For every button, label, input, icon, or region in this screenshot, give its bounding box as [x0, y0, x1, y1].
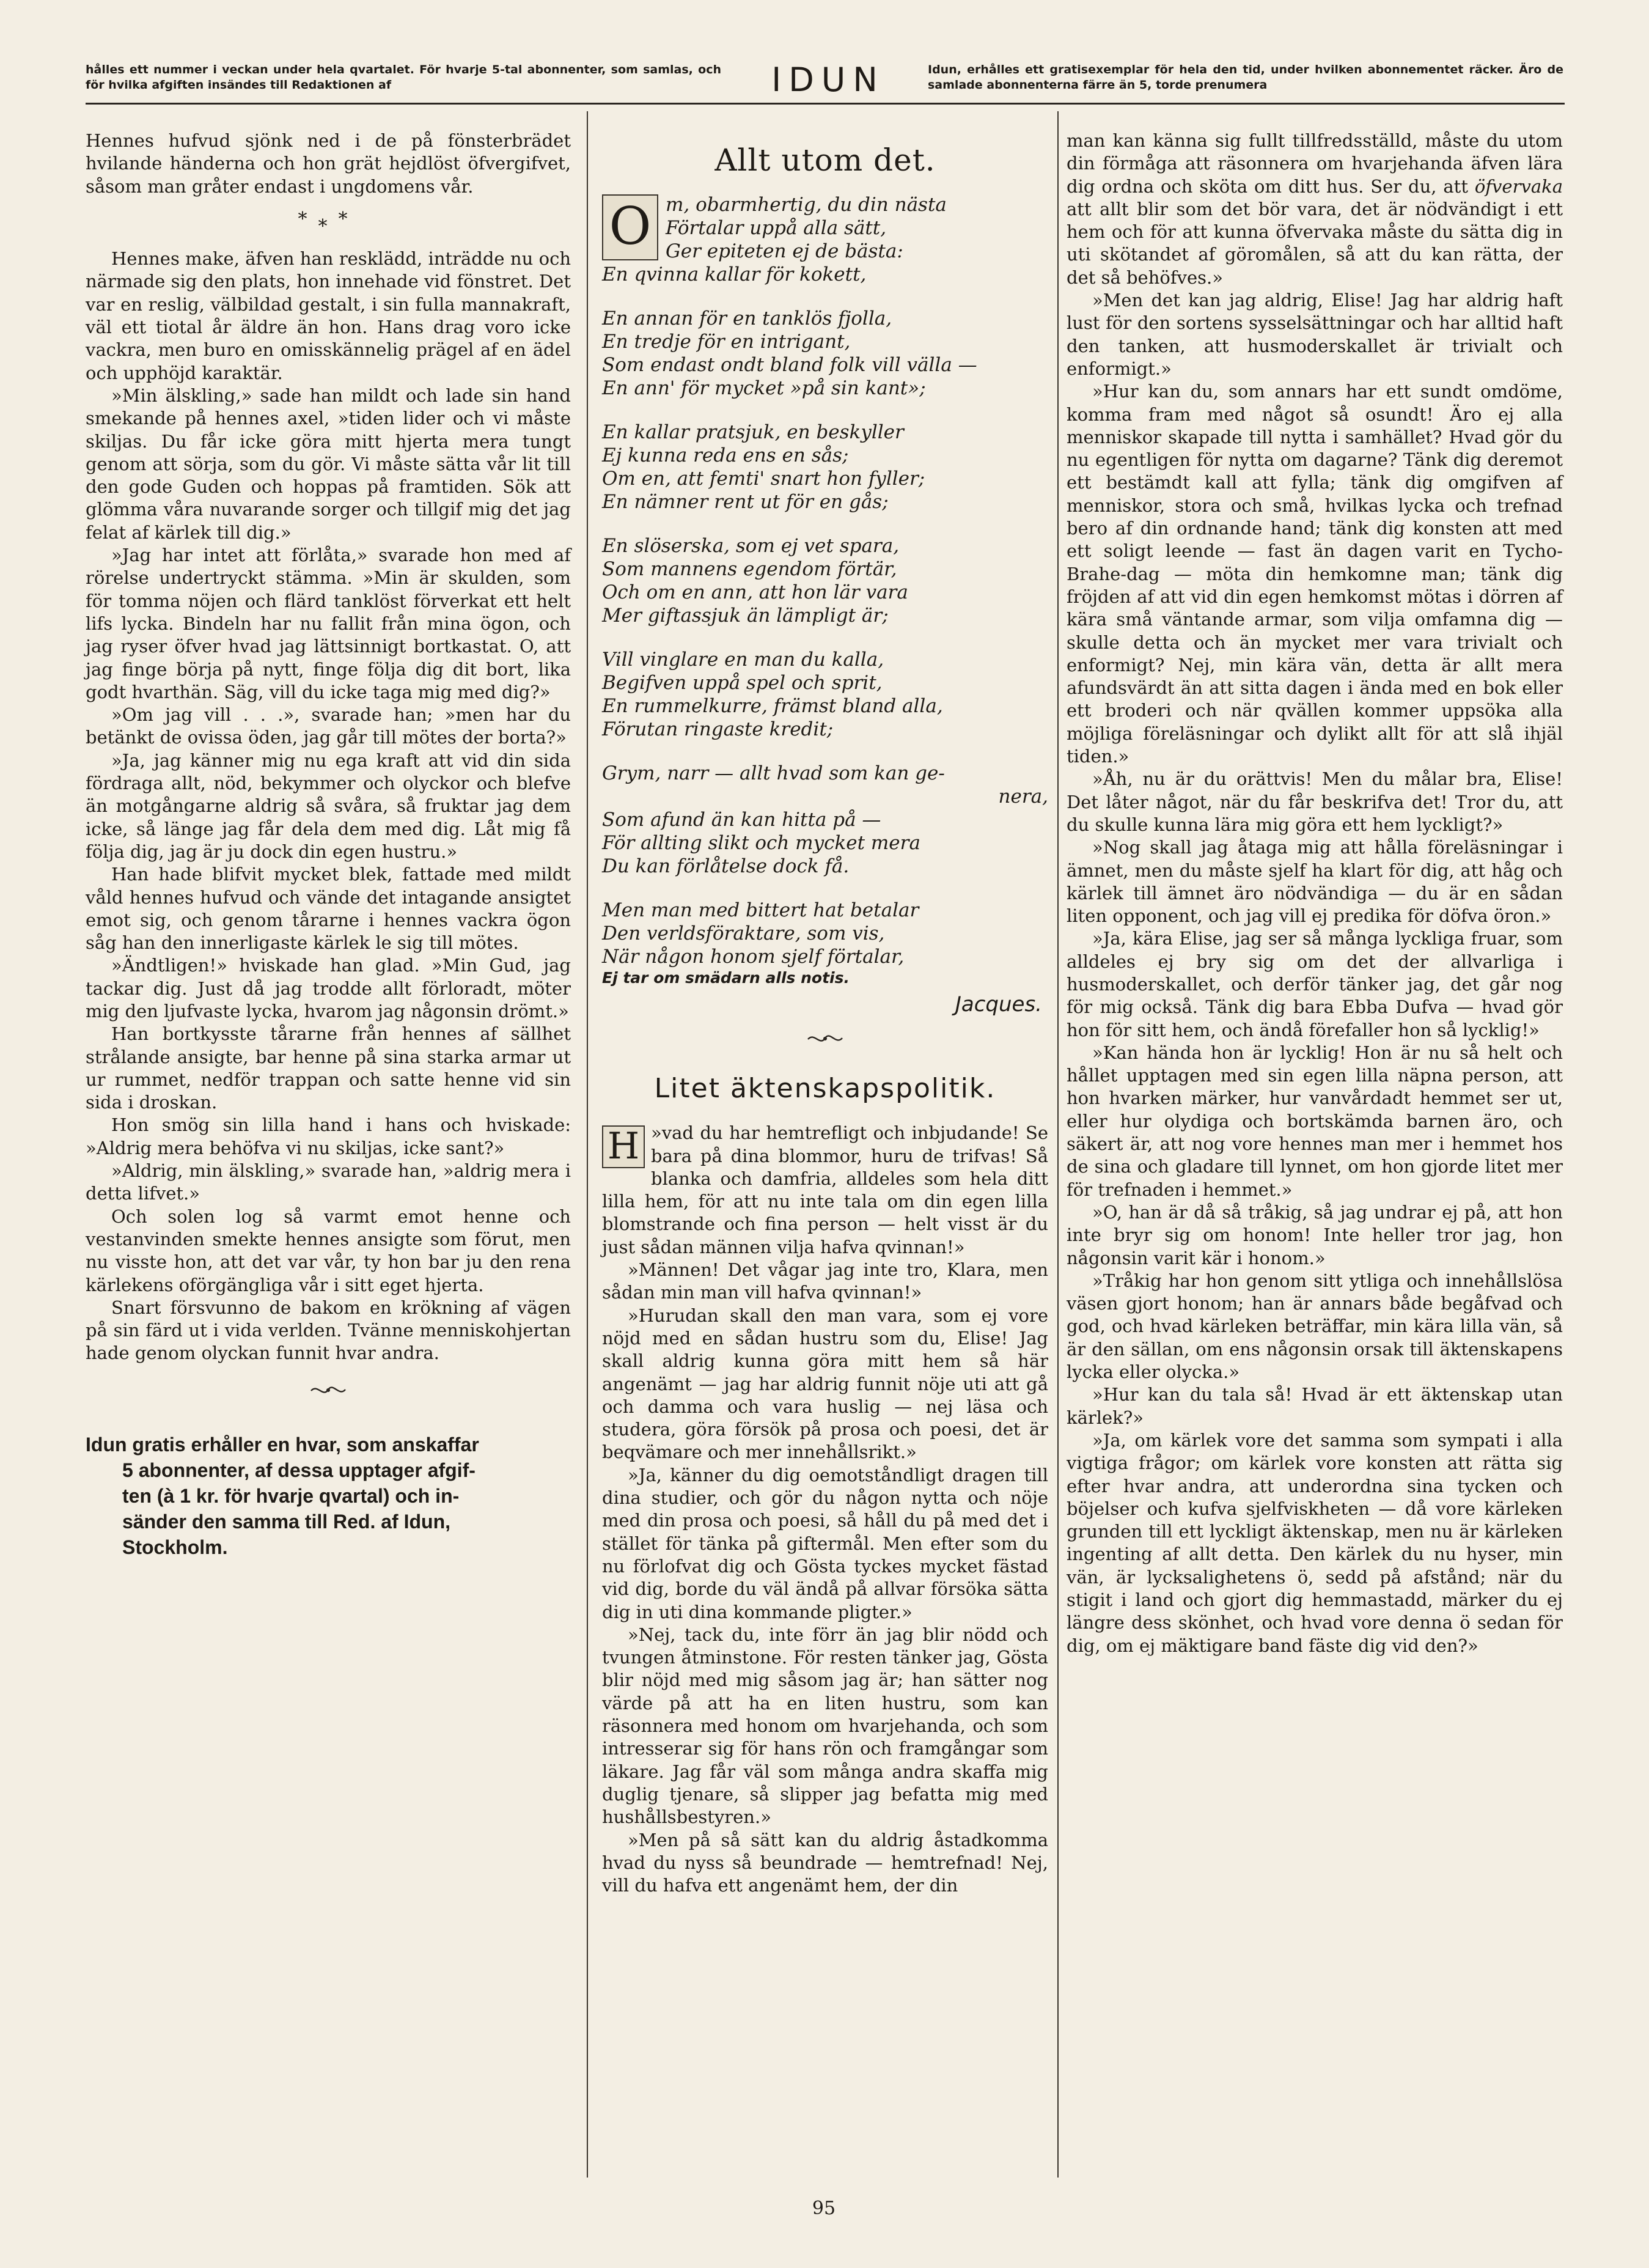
- article-paragraph: »Nej, tack du, inte förr än jag blir nödd och tvungen åtminstone. För resten tänker jag, Gösta blir nöjd med mig såsom jag är; han sätter nog värde på att ha en liten hustru, som kan räsonnera med honom om hvarjehanda, och som intresserar sig för hans rön och framgångar som läkare. Jag får väl som många andra skaffa mig duglig tjenare, så slipper jag befatta mig med hushållsbestyren.»: [602, 1624, 1048, 1828]
- star: *: [318, 215, 339, 237]
- poem-signature: Jacques.: [955, 992, 1042, 1017]
- story-paragraph: Hon smög sin lilla hand i hans och hviskade: »Aldrig mera behöfva vi nu skiljas, icke sant?»: [86, 1114, 571, 1158]
- poem-line: När någon honom sjelf förtalar,: [602, 946, 905, 968]
- poem-line: En tredje för en intrigant,: [602, 331, 851, 353]
- story-paragraph: »Jag har intet att förlåta,» svarade hon med af rörelse undertryckt stämma. »Min är skulden, som för tomma nöjen och flärd tanklöst förverkat ett helt lifs lycka. Bindeln har nu fallit från mina ögon, och jag ryser öfver hvad jag lättsinnigt bortkastat. O, att jag finge börja på nytt, finge följa dig dit bort, lika godt hvarthän. Säg, vill du icke taga mig med dig?»: [86, 545, 571, 702]
- story-paragraph: Och solen log så varmt emot henne och vestanvinden smekte hennes ansigte som förut, men nu visste hon, att det var vår, ty hon bar ju den rena kärlekens oförgängliga vår i sitt eget hjerta.: [86, 1206, 571, 1295]
- article-paragraph: »Tråkig har hon genom sitt ytliga och innehållslösa väsen gjort honom; han är annars både begåfvad och god, och hvad kärleken beträffar, min kära lilla vän, så är den sällan, om ens någonsin orsak till äktenskapens lycka eller olycka.»: [1067, 1270, 1563, 1383]
- poem-line: Som endast ondt bland folk vill välla —: [602, 354, 977, 376]
- ornament-divider: [86, 1381, 571, 1405]
- notice-line: Idun gratis erhåller en hvar, som anskaffar: [86, 1434, 479, 1456]
- poem-line: Om en, att femti' snart hon fyller;: [602, 468, 925, 490]
- poem-line: För allting slikt och mycket mera: [602, 832, 920, 854]
- poem-line: Och om en ann, att hon lär vara: [602, 581, 908, 603]
- article-paragraph: »Hurudan skall den man vara, som ej vore nöjd med en sådan hustru som du, Elise! Jag skall aldrig kunna göra mitt hem så här angenämt — jag har aldrig funnit nöje uti att gå och damma och vara huslig — nej läsa och studera, göra försök på prosa och poesi, det är beqvämare och mer innehållsrikt.»: [602, 1305, 1048, 1463]
- poem-stanza: [602, 421, 1048, 514]
- article-text: att allt blir som det bör vara, det är nödvändigt i ett hem och för att kunna öfvervaka måste du sätta dig in uti skötandet af göromålen, så att du kan rätta, der det så behöfves.»: [1067, 198, 1563, 288]
- notice-line: sänder den samma till Red. af Idun,: [122, 1511, 451, 1533]
- poem-line: Som afund än kan hitta på —: [602, 809, 881, 831]
- poem-dropcap: O: [602, 194, 658, 260]
- story-paragraph: »Aldrig, min älskling,» svarade han, »aldrig mera i detta lifvet.»: [86, 1160, 571, 1204]
- poem-line: Mer giftassjuk än lämpligt är;: [602, 605, 889, 627]
- column-article-continued: [1067, 130, 1563, 1657]
- header-rule: [86, 103, 1565, 105]
- story-paragraph: »Om jag vill . . .», svarade han; »men har du betänkt de ovissa öden, jag går till mötes der borta?»: [86, 704, 571, 748]
- notice-line: Stockholm.: [122, 1536, 228, 1559]
- article-paragraph: »Ja, kära Elise, jag ser så många lyckliga fruar, som alldeles ej bry sig om det der allvarliga i husmoderskallet, och derför tänker jag, det går nog för mig också. Tänk dig bara Ebba Dufva — hvad gör hon för sitt hem, och ändå förefaller hon så lycklig!»: [1067, 928, 1563, 1040]
- poem-line: Vill vinglare en man du kalla,: [602, 649, 884, 671]
- story-paragraph: Snart försvunno de bakom en krökning af vägen på sin färd ut i vida verlden. Tvänne menniskohjertan hade genom olyckan funnit hvar andra.: [86, 1297, 571, 1364]
- poem-line: En ann' för mycket »på sin kant»;: [602, 377, 926, 399]
- article-paragraph: [602, 1122, 1048, 1259]
- poem-title: Allt utom det.: [714, 142, 936, 178]
- column-poem-article: [602, 130, 1048, 1897]
- poem-line: Ej kunna reda ens en sås;: [602, 444, 849, 466]
- poem-line: Ej tar om smädarn alls notis.: [602, 969, 850, 987]
- poem-stanza: [602, 648, 1048, 741]
- flourish-icon: [309, 1381, 348, 1399]
- flourish-icon: [806, 1029, 845, 1048]
- article-paragraph: »Ja, känner du dig oemotståndligt dragen till dina studier, och gör du någon nytta och nöje med din prosa och poesi, så håll du på med det i stället för tänka på giftermål. Men efter som du nu förlofvat dig och Gösta tyckes mycket fästad vid dig, borde du väl ändå på allvar försöka sätta dig in uti dina kommande pligter.»: [602, 1464, 1048, 1622]
- story-paragraph: Hennes make, äfven han resklädd, inträdde nu och närmade sig den plats, hon innehade vid fönstret. Det var en reslig, välbildad gestalt, i sin fulla mannakraft, väl ett tiotal år äldre än hon. Hans drag voro icke vackra, men buro en omisskännelig prägel af en ädel och upphöjd karaktär.: [86, 248, 571, 383]
- poem-line: Grym, narr — allt hvad som kan ge-: [602, 762, 945, 784]
- poem-line: m, obarmhertig, du din nästa: [666, 194, 947, 216]
- story-paragraph: »Ändtligen!» hviskade han glad. »Min Gud, jag tackar dig. Just då jag trodde allt förloradt, möter mig den ljufvaste lycka, hvarom jag någonsin drömt.»: [86, 955, 571, 1022]
- article-paragraph: »Ja, om kärlek vore det samma som sympati i alla vigtiga frågor; om kärlek vore konsten att rätta sig efter hvar andra, att underordna sina tycken och böjelser och kufva sjelfviskheten — då vore kärleken grunden till ett lyckligt äktenskap, men nu är kärleken ingenting af allt detta. Den kärlek du nu hyser, min vän, är lycksalighetens ö, sedd på afstånd; när du stigit i land och gjort dig hemmastadd, märker du ej längre dess skönhet, och hvad vore denna ö sedan för dig, om ej mäktigare band fäste dig vid den?»: [1067, 1429, 1563, 1656]
- poem-line: Ger epiteten ej de bästa:: [666, 240, 903, 262]
- article-paragraph: »O, han är då så tråkig, så jag undrar ej på, att hon inte bryr sig om honom! Inte heller tror jag, hon någonsin varit kär i honom.»: [1067, 1201, 1563, 1268]
- page-number: 95: [812, 2198, 836, 2219]
- story-paragraph: »Min älskling,» sade han mildt och lade sin hand smekande på hennes axel, »tiden lider och vi måste skiljas. Du får icke göra mitt hjerta mera tungt genom att sörja, som du gör. Vi måste sätta vår lit till den gode Guden och hoppas på framtiden. Sök att glömma våra nuvarande sorger och tillgif mig det jag felat af kärlek till dig.»: [86, 385, 571, 543]
- star: *: [298, 208, 318, 230]
- article-title: Litet äktenskapspolitik.: [654, 1073, 996, 1105]
- section-stars: [86, 208, 571, 237]
- story-paragraph: Hennes hufvud sjönk ned i de på fönsterbrädet hvilande händerna och hon grät hejdlöst öfvergifvet, såsom man gråter endast i ungdomens vår.: [86, 130, 571, 197]
- poem-line: Den verldsföraktare, som vis,: [602, 922, 885, 944]
- story-paragraph: Han hade blifvit mycket blek, fattade med mildt våld hennes hufvud och vände det intagande ansigtet emot sig, och genom tårarne i hennes vackra ögon såg han den innerligaste kärlek le sig till mötes.: [86, 864, 571, 954]
- running-head-right: Idun, erhålles ett gratisexemplar för hela den tid, under hvilken abonnementet räcker. Äro de samlade abonnenterna färre än 5, torde prenumera: [928, 63, 1563, 92]
- story-paragraph: Han bortkysste tårarne från hennes af sällhet strålande ansigte, bar henne på sina starka armar ut ur rummet, nedför trappan och satte henne vid sin sida i droskan.: [86, 1023, 571, 1113]
- article-emphasis: öfvervaka: [1474, 175, 1563, 197]
- notice-line: ten (à 1 kr. för hvarje qvartal) och in-: [122, 1485, 460, 1508]
- poem-line: Som mannens egendom förtär,: [602, 558, 897, 580]
- article-paragraph: »Hur kan du tala så! Hvad är ett äktenskap utan kärlek?»: [1067, 1384, 1563, 1428]
- story-paragraph: »Ja, jag känner mig nu ega kraft att vid din sida fördraga allt, nöd, bekymmer och olyckor och blefve än motgångarne aldrig så svåra, så fruktar jag dem icke, så länge jag får dela dem med dig. Låt mig få följa dig, jag är ju dock din egen hustru.»: [86, 749, 571, 862]
- poem-line: En annan för en tanklös fjolla,: [602, 307, 892, 330]
- masthead: IDUN: [771, 61, 885, 99]
- article-paragraph: »Men det kan jag aldrig, Elise! Jag har aldrig haft lust för den sortens sysselsättningar och har alltid haft den tanken, att husmoderskallet är trivialt och enformigt.»: [1067, 290, 1563, 379]
- article-dropcap: H: [602, 1125, 645, 1168]
- star: *: [338, 208, 359, 230]
- poem-line: En rummelkurre, främst bland alla,: [602, 695, 943, 717]
- column-story: [86, 130, 571, 1560]
- article-text: man kan känna sig fullt tillfredsställd, måste du utom din förmåga att räsonnera om hvarjehanda äfven lära dig ordna och sköta om ditt hus. Ser du, att: [1067, 130, 1563, 197]
- poem-line: Begifven uppå spel och sprit,: [602, 672, 883, 694]
- poem-stanza: [602, 193, 1048, 286]
- ornament-divider: [602, 1029, 1048, 1053]
- column-rule-right: [1057, 111, 1059, 2178]
- article-paragraph: [1067, 130, 1563, 289]
- poem-line: Förtalar uppå alla sätt,: [666, 217, 887, 239]
- poem-line: Förutan ringaste kredit;: [602, 718, 834, 740]
- poem-stanza: [602, 899, 1048, 988]
- poem-body: [602, 193, 1048, 988]
- poem-line: nera,: [998, 786, 1048, 808]
- poem-line: En kallar pratsjuk, en beskyller: [602, 421, 904, 443]
- poem-line: En qvinna kallar för kokett,: [602, 263, 867, 285]
- article-paragraph: »Men på så sätt kan du aldrig åstadkomma hvad du nyss så beundrade — hemtrefnad! Nej, vill du hafva ett angenämt hem, der din: [602, 1829, 1048, 1896]
- column-rule-left: [587, 111, 588, 2178]
- poem-line: Du kan förlåtelse dock få.: [602, 855, 850, 877]
- notice-line: 5 abonnenter, af dessa upptager afgif-: [122, 1459, 476, 1482]
- article-paragraph: »Åh, nu är du orättvis! Men du målar bra, Elise! Det låter något, när du får beskrifva det! Tror du, att du skulle kunna lära mig göra ett hem lyckligt?»: [1067, 768, 1563, 835]
- poem-stanza: [602, 307, 1048, 400]
- article-text: »vad du har hemtrefligt och inbjudande! Se bara på dina blommor, huru de trifvas! Så blanka och damfria, alldeles som hela ditt lilla hem, för att nu inte tala om din egen lilla blomstrande och fina person — helt visst är du just sådan männen vilja hafva qvinnan!»: [602, 1122, 1048, 1257]
- poem-line: En slöserska, som ej vet spara,: [602, 535, 900, 557]
- poem-stanza: [602, 762, 1048, 878]
- poem-stanza: [602, 534, 1048, 627]
- article-paragraph: »Nog skall jag åtaga mig att hålla föreläsningar i ämnet, men du måste sjelf ha klart för dig, att håg och kärlek till ämnet äro nödvändiga — du är en sådan liten opponent, och jag vill ej predika för döfva öron.»: [1067, 837, 1563, 927]
- subscription-notice: [86, 1432, 571, 1560]
- poem-line: Men man med bittert hat betalar: [602, 899, 919, 921]
- running-head-left: hålles ett nummer i veckan under hela qvartalet. För hvarje 5-tal abonnenter, som samlas, och för hvilka afgiften insändes till Redaktionen af: [86, 63, 721, 92]
- article-paragraph: »Männen! Det vågar jag inte tro, Klara, men sådan min man vill hafva qvinnan!»: [602, 1259, 1048, 1303]
- article-paragraph: »Hur kan du, som annars har ett sundt omdöme, komma fram med något så osundt! Äro ej alla menniskor skapade till nytta i samhället? Hvad gör du nu egentligen för nytta om dagarne? Tänk dig deremot ett bestämdt kall att fylla; tänk dig omgifven af menniskor, stora och små, hvilkas lycka och trefnad bero af din ordnande hand; tänk dig konsten att med ett soligt leende — fast än dagen varit en Tycho-Brahe-dag — möta din hemkomne man; tänk dig fröjden af att vid din egen hemkomst mötas i dörren af kära små väntande armar, som vilja omfamna dig — skulle detta och än mycket mer vara trivialt och enformigt? Nej, min kära vän, detta är allt mera afundsvärdt än att sitta dagen i ända med en bok eller ett broderi och när qvällen kommer uppsöka alla möjliga föreläsningar och dylikt allt för att slå ihjäl tiden.»: [1067, 381, 1563, 767]
- poem-line: En nämner rent ut för en gås;: [602, 491, 889, 513]
- article-paragraph: »Kan hända hon är lycklig! Hon är nu så helt och hållet upptagen med sin egen lilla näpna person, att hon hvarken märker, hur vanvårdadt hemmet ser ut, eller hur olydiga och bortskämda barnen äro, och säkert är, att nog vore hennes man mer i hemmet hos de sina och gladare till lynnet, om hon gjorde litet mer för trefnaden i hemmet.»: [1067, 1042, 1563, 1200]
